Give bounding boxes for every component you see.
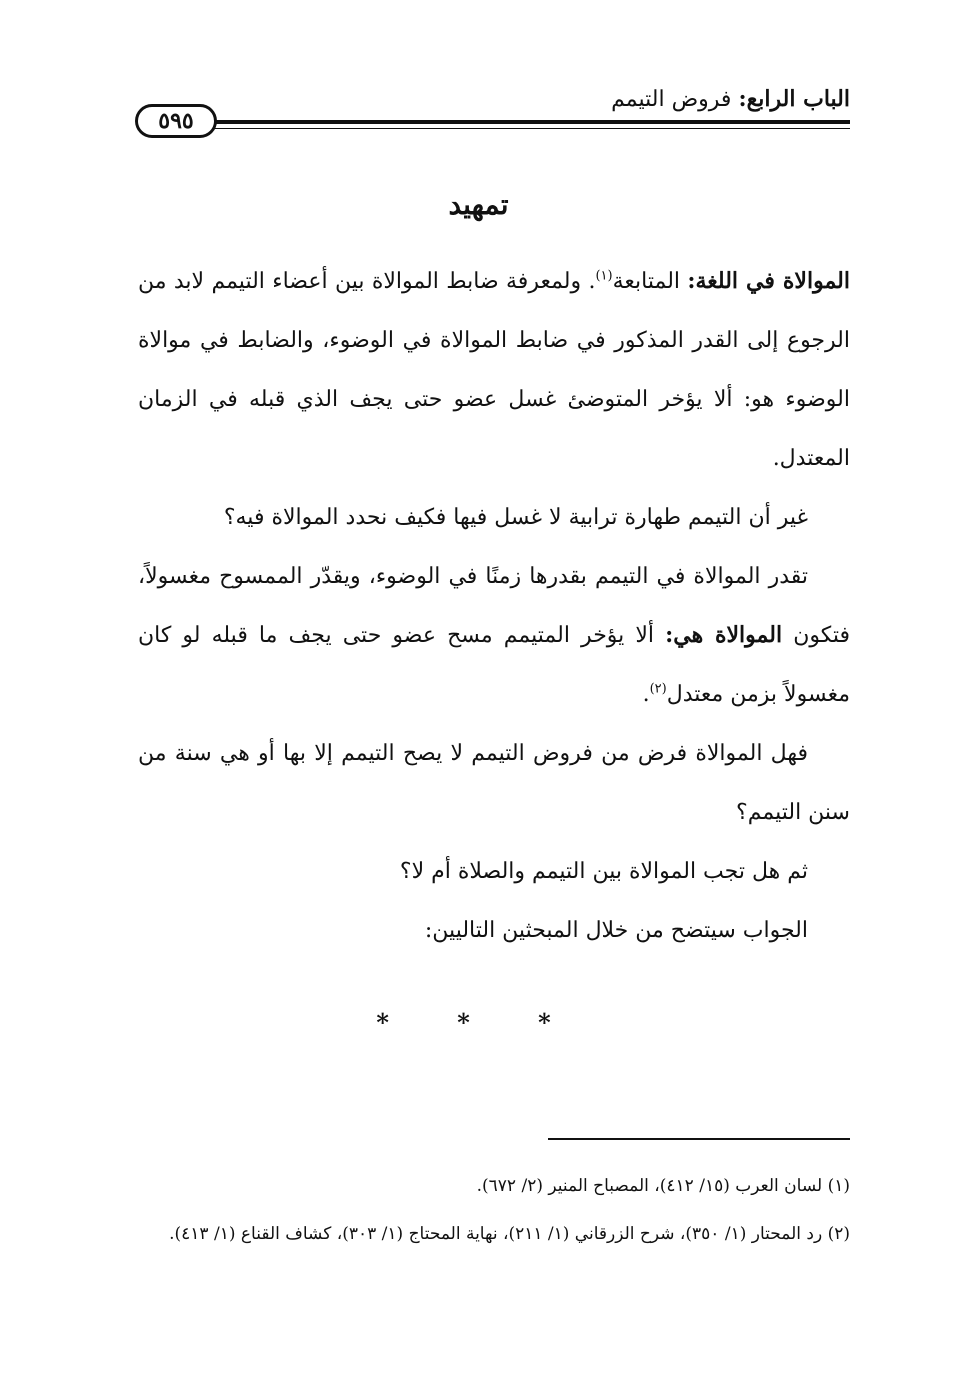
section-title: تمهيد	[448, 188, 509, 221]
footnote-rule	[548, 1138, 850, 1140]
chapter-subject: فروض التيمم	[611, 87, 732, 112]
footnote-1-number: (١)	[827, 1176, 850, 1196]
footnote-ref-1[interactable]: (١)	[595, 268, 613, 284]
paragraph-estimation	[138, 547, 850, 724]
footnote-1-text: لسان العرب (١٥/ ٤١٢)، المصباح المنير (٢/ ٦٧٢).	[476, 1176, 823, 1196]
paragraph-fard-question: فهل الموالاة فرض من فروض التيمم لا يصح التيمم إلا بها أو هي سنة من سنن التيمم؟	[138, 741, 850, 825]
paragraph-question: غير أن التيمم طهارة ترابية لا غسل فيها فكيف نحدد الموالاة فيه؟	[223, 505, 808, 530]
header-rule-thin	[215, 128, 850, 129]
paragraph-3-end: .	[642, 682, 650, 707]
page-number: ٥٩٥	[135, 104, 217, 138]
paragraph-definition	[138, 252, 850, 488]
footnote-2-number: (٢)	[827, 1224, 850, 1244]
page-header	[135, 86, 850, 152]
footnote-2-text: رد المحتار (١/ ٣٥٠)، شرح الزرقاني (١/ ٢١١)، نهاية المحتاج (١/ ٣٠٣)، كشاف القناع (١/ ٤١٣).	[169, 1224, 823, 1244]
paragraph-3-b: ألا يؤخر المتيمم مسح عضو حتى يجف ما قبله لو كان مغسولاً بزمن معتدل	[138, 623, 850, 707]
paragraph-answer: الجواب سيتضح من خلال المبحثين التاليين:	[424, 918, 808, 943]
keyword-definition: الموالاة في اللغة:	[687, 268, 850, 294]
paragraph-1-a: المتابعة	[612, 269, 681, 294]
footnote-1	[135, 1162, 850, 1210]
paragraph-3-a: تقدر الموالاة في التيمم بقدرها زمنًا في الوضوء، ويقدّر الممسوح مغسولاً، فتكون	[138, 564, 851, 648]
header-rule-thick	[215, 120, 850, 124]
paragraph-1-b: . ولمعرفة ضابط الموالاة بين أعضاء التيمم لابد من الرجوع إلى القدر المذكور في ضابط الموالاة في الوضوء، والضابط في موالاة الوضوء هو: ألا يؤخر المتوضئ غسل عضو حتى يجف الذي قبله في الزمان المعتدل.	[138, 269, 850, 471]
body-text	[138, 252, 850, 960]
running-head	[599, 86, 850, 112]
section-separator: * * *	[376, 1008, 581, 1037]
paragraph-salat-question: ثم هل تجب الموالاة بين التيمم والصلاة أم لا؟	[399, 859, 808, 884]
footnote-2	[135, 1210, 850, 1258]
keyword-muwalat: الموالاة هي:	[665, 622, 783, 648]
chapter-label: الباب الرابع:	[738, 86, 850, 112]
footnotes	[135, 1162, 850, 1258]
footnote-ref-2[interactable]: (٢)	[649, 681, 667, 697]
